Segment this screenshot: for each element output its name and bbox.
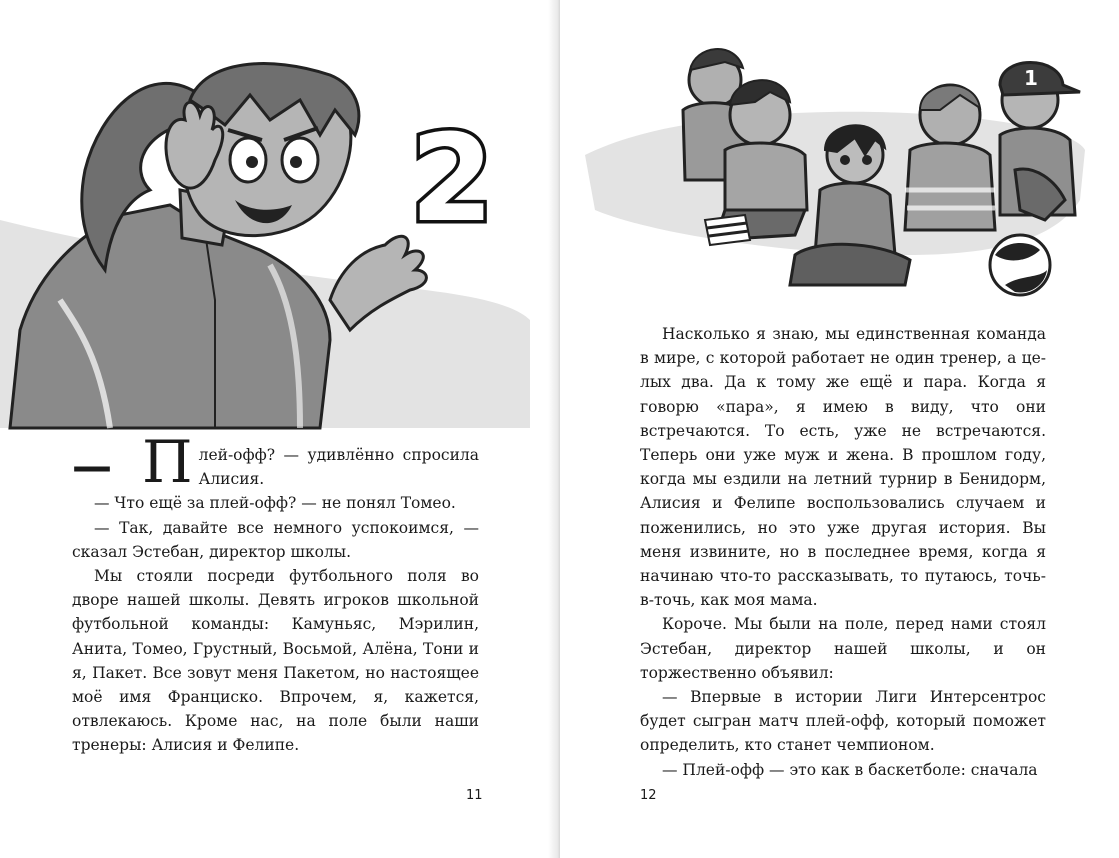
paragraph: Мы стояли посреди футбольного поля во дворе нашей школы. Девять игроков школьной футбольной команды: Камуньяс, Мэрилин, Анита, Томео, Грустный, Восьмой, Алёна, Тони и я, Пакет. Все зовут меня Пакетом, но настоящее моё имя Франциско. Впрочем, я, кажется, отвлекаюсь. Кроме нас, на поле были наши тренеры: Алисия и Фелипе. (72, 567, 479, 755)
cap-number: 1 (1024, 66, 1038, 90)
paragraph: — Плей-офф — это как в баскетболе: сначала (662, 760, 1038, 779)
dropcap-letter: П (142, 428, 193, 496)
left-page (0, 0, 558, 858)
paragraph: — Что ещё за плей-офф? — не понял Томео. (94, 494, 456, 513)
chapter-number (410, 110, 494, 249)
paragraph: Короче. Мы были на поле, перед нами стоял Эстебан, директор нашей школы, и он торжественно объявил: (640, 615, 1046, 682)
paragraph: — Впервые в истории Лиги Интерсентрос будет сыгран матч плей-офф, который поможет определить, кто станет чемпионом. (640, 688, 1046, 755)
dropcap (72, 428, 193, 496)
right-page-text (640, 322, 1046, 782)
paragraph: — Так, давайте все немного успокоимся, — сказал Эстебан, директор школы. (72, 518, 479, 561)
opening-paragraph (72, 428, 479, 496)
paragraph: Насколько я знаю, мы единственная команда в мире, с которой работает не один тренер, а целых два. Да к тому же ещё и пара. Когда я говорю «пара», я имею в виду, что они встречаются. То есть, уже не встречаются. Теперь они уже муж и жена. В прошлом году, когда мы ездили на летний турнир в Бенидорм, Алисия и Фелипе воспользовались случаем и поженились, но это уже другая история. Вы меня извините, но в последнее время, когда я начинаю что-то рассказывать, то путаюсь, точь-в-точь, как моя мама. (640, 325, 1046, 610)
left-page-text (72, 428, 479, 758)
page-number-left: 11 (466, 788, 483, 803)
chapter-number-text: 2 (410, 110, 494, 249)
team-kids-illustration (575, 40, 1095, 302)
dropcap-dash: — (72, 444, 112, 490)
opening-paragraph-text: лей-офф? — удивлённо спросила Алисия. (198, 446, 479, 489)
page-number-right: 12 (640, 788, 657, 803)
